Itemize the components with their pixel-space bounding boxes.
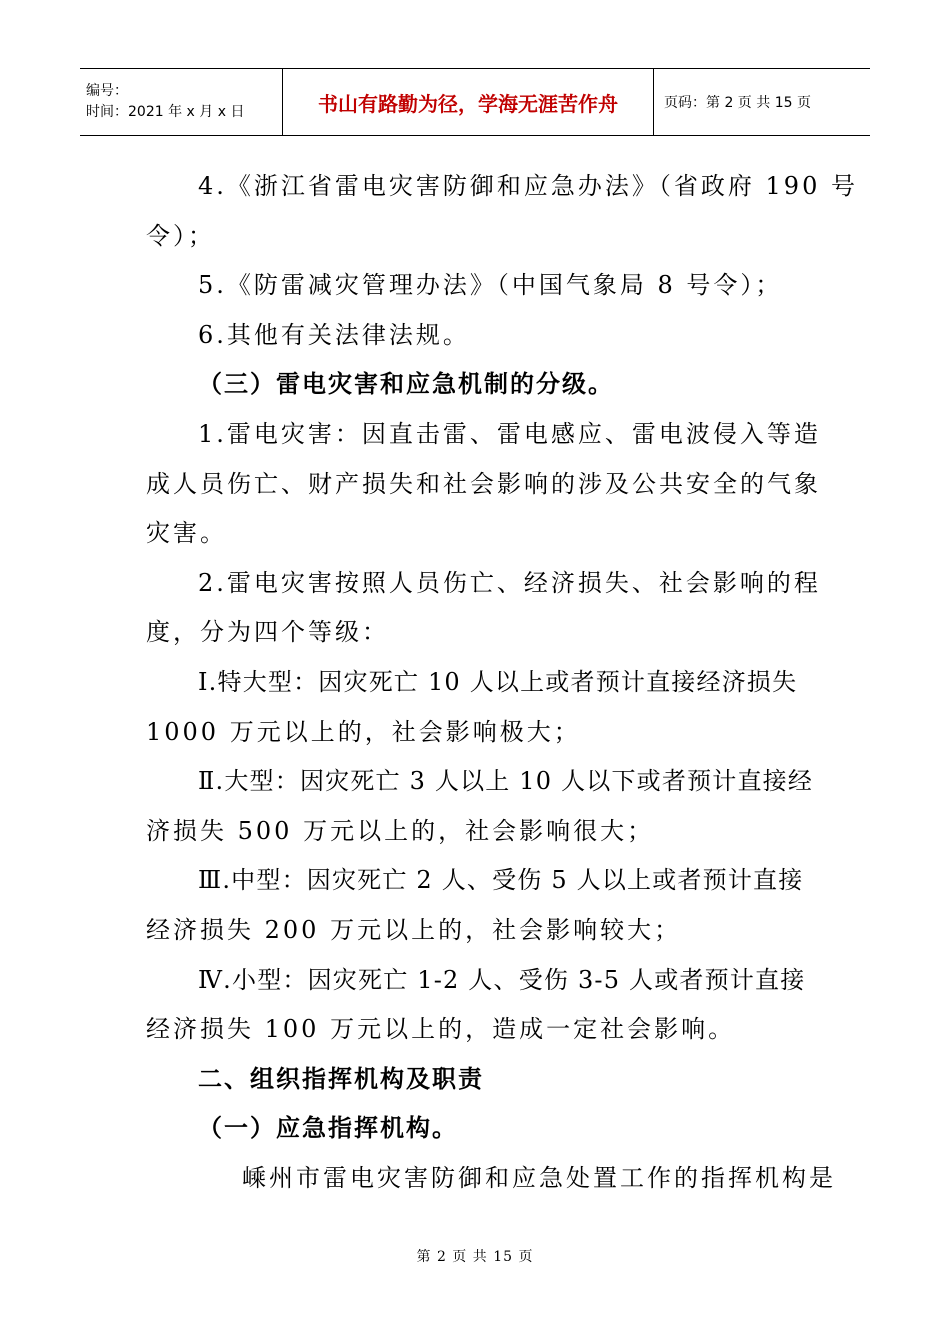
header-page-info — [654, 69, 870, 135]
page-header — [80, 68, 870, 136]
page-footer — [0, 1246, 950, 1266]
section-heading: 二、组织指挥机构及职责 — [198, 1064, 484, 1093]
body-line: 4.《浙江省雷电灾害防御和应急办法》（省政府 190 号 — [198, 172, 858, 200]
page-number-label: 页码：第 2 页 共 15 页 — [664, 95, 811, 111]
footer-page-number: 第 2 页 共 15 页 — [416, 1249, 534, 1265]
document-body — [146, 162, 858, 1203]
body-line: 成人员伤亡、财产损失和社会影响的涉及公共安全的气象 — [146, 469, 821, 498]
body-line: Ⅳ.小型：因灾死亡 1-2 人、受伤 3-5 人或者预计直接 — [198, 965, 806, 994]
body-line: 嵊州市雷电灾害防御和应急处置工作的指挥机构是 — [242, 1163, 836, 1192]
header-motto — [282, 69, 654, 135]
body-line: 5.《防雷减灾管理办法》（中国气象局 8 号令）； — [198, 271, 783, 300]
body-line: 1.雷电灾害：因直击雷、雷电感应、雷电波侵入等造 — [198, 419, 821, 448]
body-line: 2.雷电灾害按照人员伤亡、经济损失、社会影响的程 — [198, 568, 821, 597]
body-line: 令）； — [146, 221, 215, 250]
body-line: Ⅲ.中型：因灾死亡 2 人、受伤 5 人以上或者预计直接 — [198, 866, 804, 895]
section-heading: （三）雷电灾害和应急机制的分级。 — [198, 370, 614, 399]
document-number-label: 编号： — [86, 83, 128, 99]
body-line: 济损失 500 万元以上的，社会影响很大； — [146, 816, 655, 845]
header-meta — [80, 69, 282, 135]
body-line: 1000 万元以上的，社会影响极大； — [146, 717, 581, 746]
document-time-label: 时间：2021 年 x 月 x 日 — [86, 104, 245, 120]
motto-text: 书山有路勤为径，学海无涯苦作舟 — [318, 91, 618, 116]
body-line: Ⅱ.大型：因灾死亡 3 人以上 10 人以下或者预计直接经 — [198, 767, 814, 796]
body-line: 6.其他有关法律法规。 — [198, 320, 470, 349]
body-line: 度，分为四个等级： — [146, 618, 389, 647]
body-line: 经济损失 200 万元以上的，社会影响较大； — [146, 915, 682, 944]
body-line: Ⅰ.特大型：因灾死亡 10 人以上或者预计直接经济损失 — [198, 667, 798, 696]
body-line: 经济损失 100 万元以上的，造成一定社会影响。 — [146, 1015, 736, 1044]
subsection-heading: （一）应急指挥机构。 — [198, 1114, 458, 1143]
body-line: 灾害。 — [146, 519, 227, 548]
